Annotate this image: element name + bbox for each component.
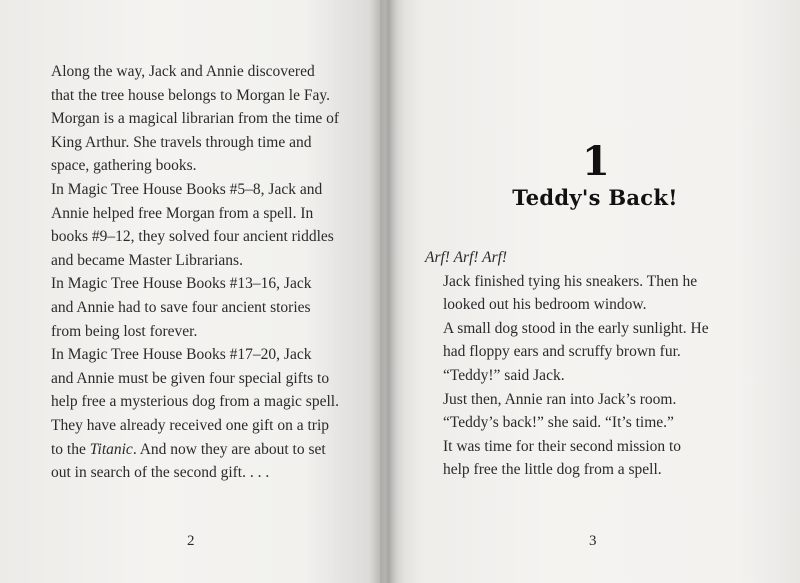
text-line: A small dog stood in the early sunlight. He <box>443 319 709 337</box>
text-line: and Annie had to save four ancient stories <box>51 298 311 316</box>
chapter-title: Teddy's Back! <box>512 185 678 210</box>
left-page-text <box>33 60 348 485</box>
paragraph <box>33 272 348 343</box>
text-line: and became Master Librarians. <box>51 251 243 269</box>
text-line: Annie helped free Morgan from a spell. In <box>51 204 314 222</box>
text-line: looked out his bedroom window. <box>443 296 647 314</box>
text-line: and Annie must be given four special gifts to <box>51 369 330 387</box>
paragraph <box>425 270 755 317</box>
paragraph <box>33 178 348 272</box>
book-gutter <box>370 0 404 583</box>
text-line: “Teddy!” said Jack. <box>443 366 565 384</box>
text-line <box>33 438 348 462</box>
text-line: help free a mysterious dog from a magic spell. <box>51 393 339 411</box>
paragraph <box>425 388 755 412</box>
text-line: “Teddy’s back!” she said. “It’s time.” <box>443 414 674 432</box>
text-segment: to the <box>51 440 86 458</box>
paragraph <box>425 435 755 482</box>
paragraph <box>425 411 755 435</box>
text-line: had floppy ears and scruffy brown fur. <box>443 343 681 361</box>
text-segment: . And now they are about to set <box>132 440 326 458</box>
paragraph <box>425 317 755 364</box>
text-line: In Magic Tree House Books #13–16, Jack <box>51 275 312 293</box>
page-number: 2 <box>187 533 195 549</box>
text-line: King Arthur. She travels through time and <box>51 133 312 151</box>
text-line: Jack finished tying his sneakers. Then he <box>443 272 698 290</box>
paragraph <box>425 364 755 388</box>
text-line: In Magic Tree House Books #17–20, Jack <box>51 346 312 364</box>
paragraph <box>425 246 755 270</box>
text-line: They have already received one gift on a trip <box>51 416 330 434</box>
right-page-text <box>425 246 755 482</box>
text-line: books #9–12, they solved four ancient riddles <box>51 228 334 246</box>
ship-name: Titanic <box>89 440 133 458</box>
paragraph <box>33 343 348 485</box>
text-line: out in search of the second gift. . . . <box>51 464 270 482</box>
text-line: Just then, Annie ran into Jack’s room. <box>443 390 677 408</box>
text-line: In Magic Tree House Books #5–8, Jack and <box>51 180 323 198</box>
text-line: Morgan is a magical librarian from the time of <box>51 110 340 128</box>
text-line: It was time for their second mission to <box>443 437 682 455</box>
text-line: help free the little dog from a spell. <box>443 461 662 479</box>
text-line: Along the way, Jack and Annie discovered <box>51 63 315 80</box>
paragraph <box>33 60 348 178</box>
page-number: 3 <box>589 533 597 549</box>
chapter-number-text: 1 <box>582 138 610 185</box>
text-line: that the tree house belongs to Morgan le Fay. <box>51 86 330 104</box>
opening-line: Arf! Arf! Arf! <box>425 249 508 266</box>
text-line: space, gathering books. <box>51 157 197 175</box>
text-line: from being lost forever. <box>51 322 198 340</box>
